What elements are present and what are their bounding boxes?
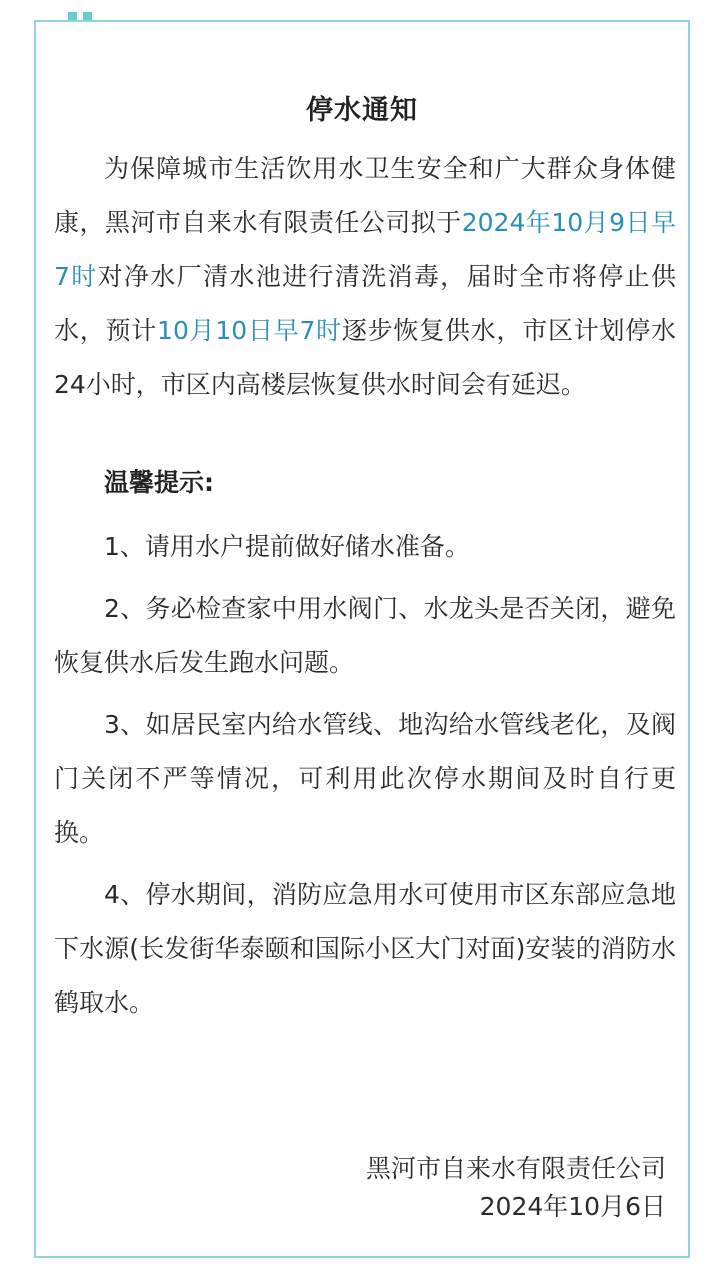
notice-card: [34, 20, 690, 1258]
paragraph-text-1: 为保障城市生活饮用水卫生安全和广大群众身体健康，黑河市自来水有限责任公司拟于: [54, 154, 676, 237]
paragraph-text-3: 逐步恢复供水，市区计划停水24小时，市区内高楼层恢复供水时间会有延迟。: [54, 316, 676, 399]
signature-block: [366, 1150, 666, 1226]
tip-item-3: 3、如居民室内给水管线、地沟给水管线老化，及阀门关闭不严等情况，可利用此次停水期间及时自行更换。: [54, 710, 676, 847]
notice-body: [54, 142, 676, 1030]
tips-heading: 温馨提示:: [104, 468, 214, 497]
start-time-highlight: 2024年10月9日早7时: [54, 208, 676, 291]
notice-title: 停水通知: [306, 95, 418, 126]
tip-item-2: 2、务必检查家中用水阀门、水龙头是否关闭，避免恢复供水后发生跑水问题。: [54, 594, 676, 677]
tip-item-4: 4、停水期间，消防应急用水可使用市区东部应急地下水源(长发街华泰颐和国际小区大门对面)安装的消防水鹤取水。: [54, 880, 676, 1017]
main-paragraph: [54, 142, 676, 412]
paragraph-text-2: 对净水厂清水池进行清洗消毒，届时全市将停止供水，预计: [54, 262, 676, 345]
signature-date: 2024年10月6日: [479, 1192, 666, 1221]
signature-company: 黑河市自来水有限责任公司: [365, 1154, 666, 1183]
tip-item-1: 1、请用水户提前做好储水准备。: [104, 532, 470, 561]
restore-time-highlight: 10月10日早7时: [157, 316, 342, 345]
